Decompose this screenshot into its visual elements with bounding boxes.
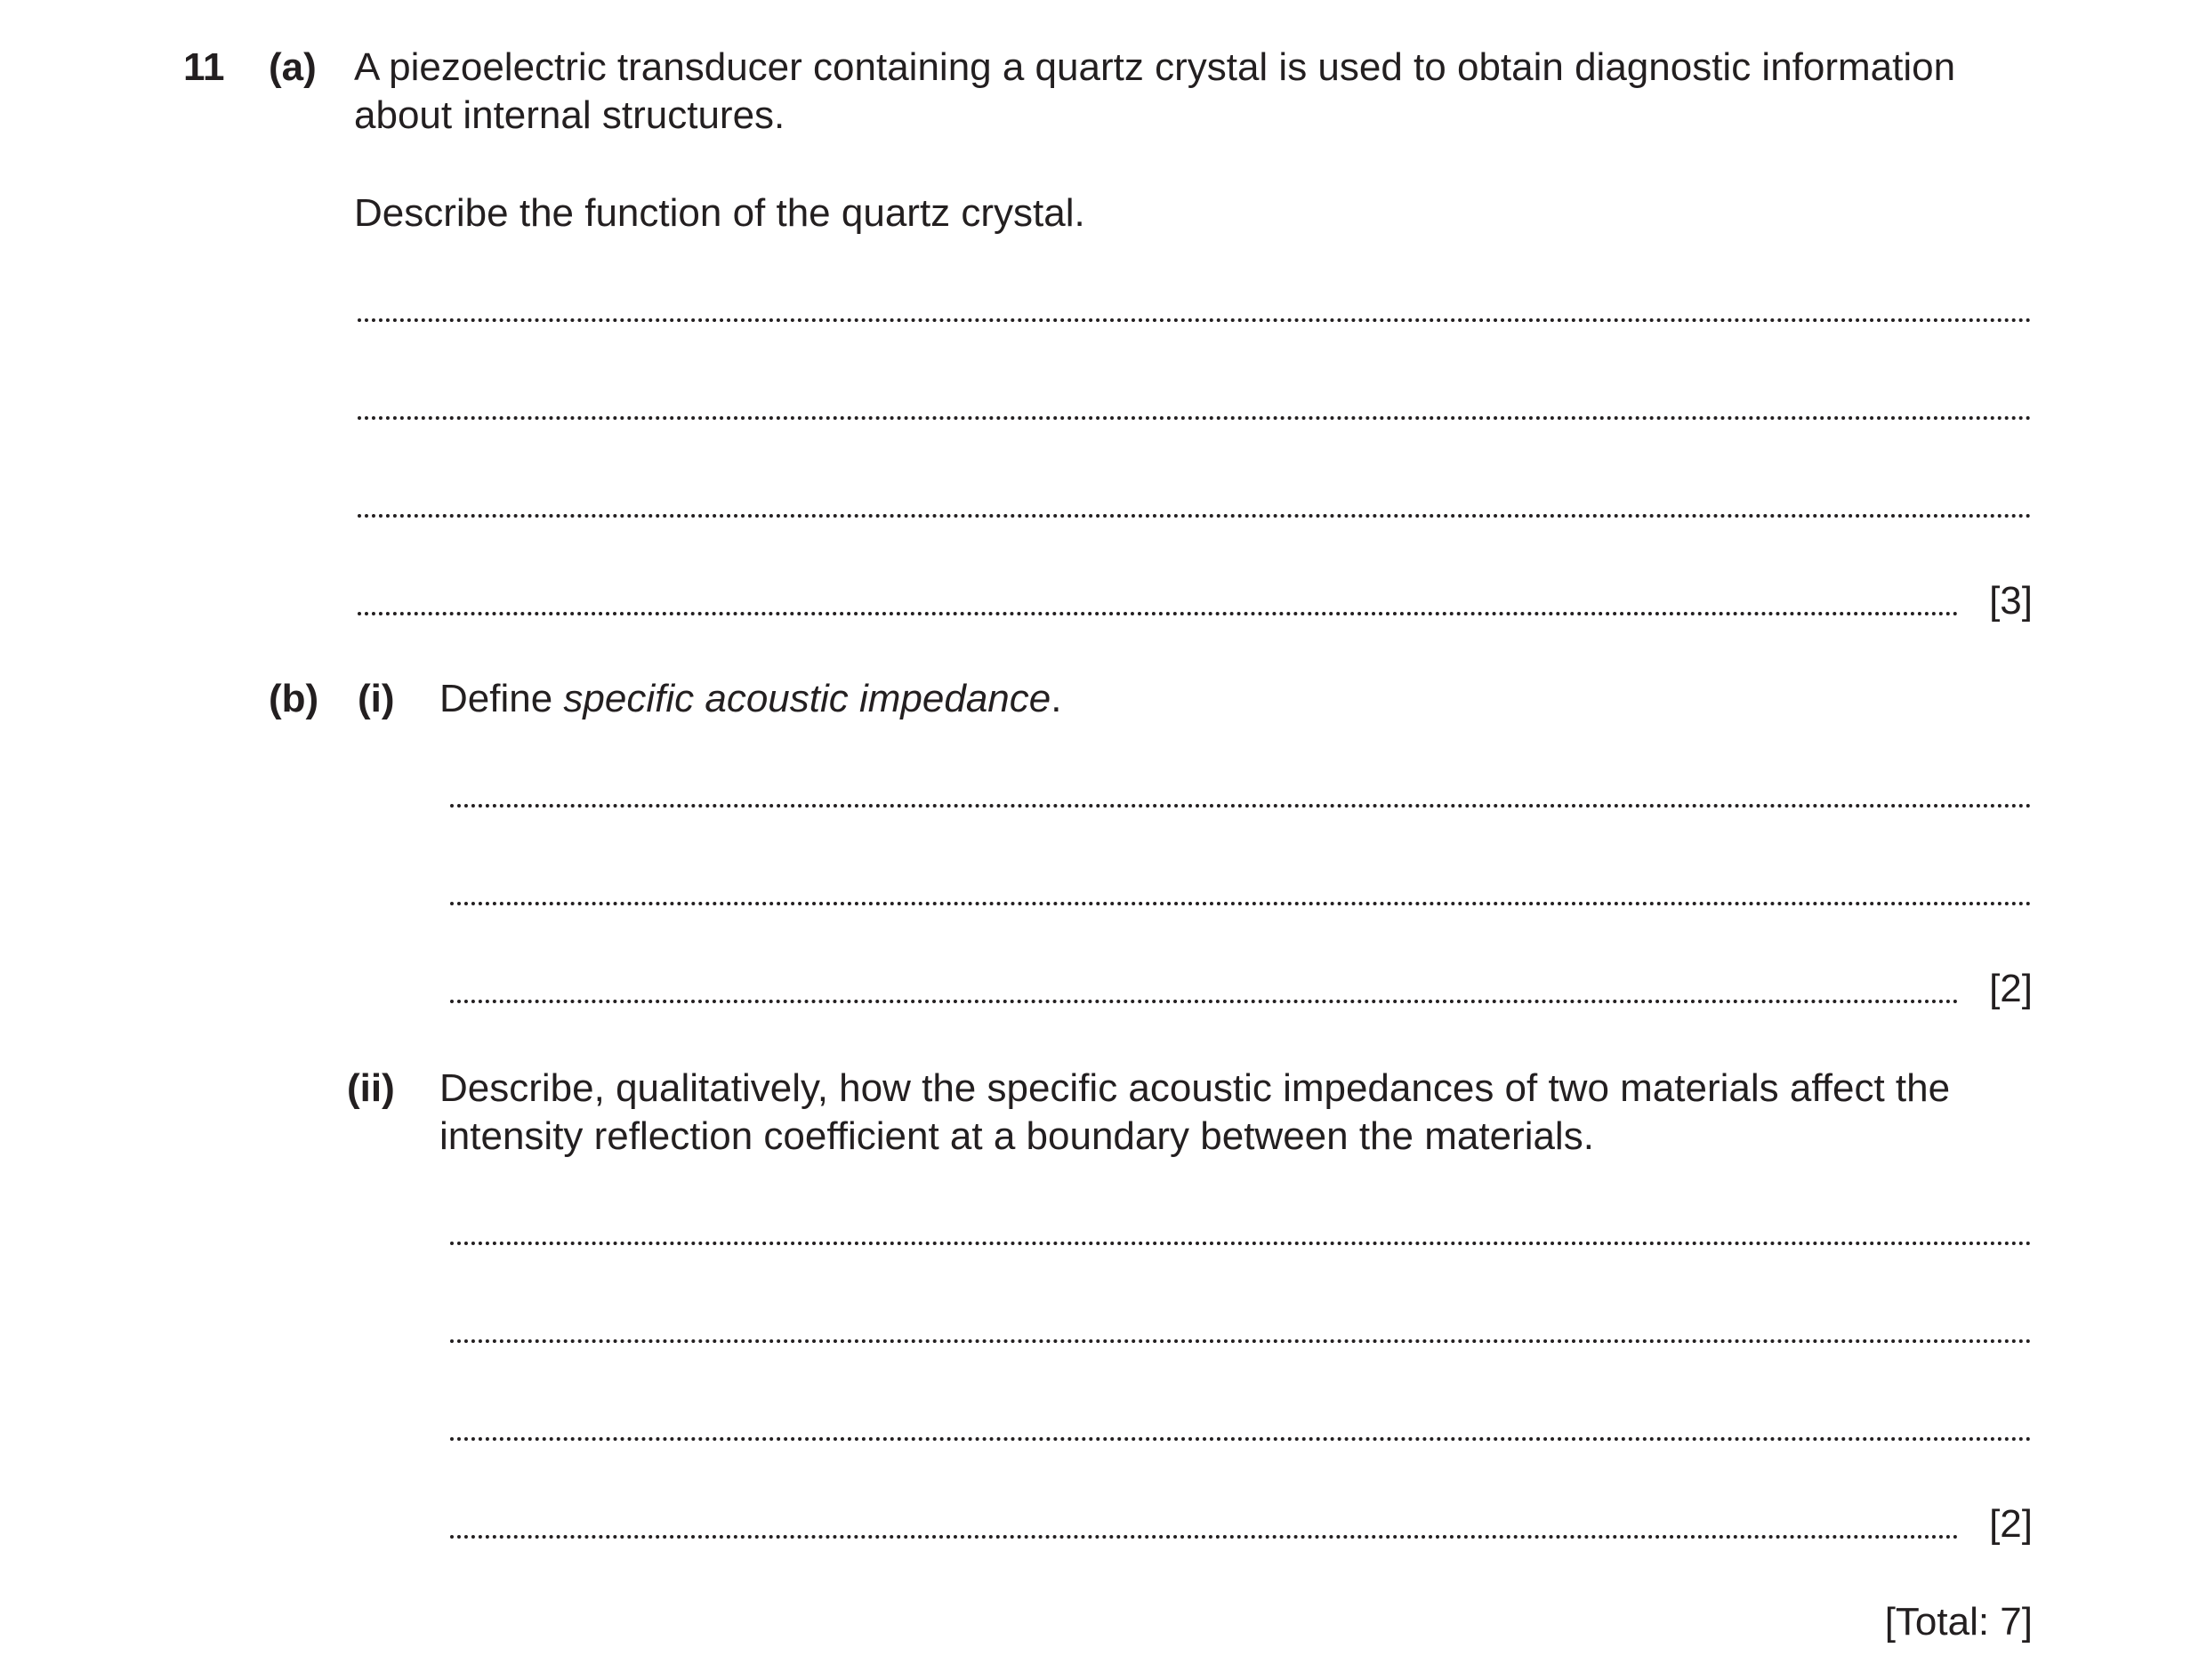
part-b-ii-label: (ii) xyxy=(347,1066,395,1110)
part-b-ii-prompt-line2: intensity reflection coefficient at a boundary between the materials. xyxy=(439,1114,1594,1158)
answer-line-b-ii-2[interactable] xyxy=(450,1339,2032,1343)
part-a-marks: [3] xyxy=(1989,579,2033,623)
part-a-stem-line1: A piezoelectric transducer containing a quartz crystal is used to obtain diagnostic information xyxy=(354,45,1956,89)
part-a-prompt: Describe the function of the quartz crystal. xyxy=(354,191,1085,235)
answer-line-a-2[interactable] xyxy=(358,416,2032,420)
part-b-i-label: (i) xyxy=(358,677,395,720)
answer-line-b-ii-4[interactable] xyxy=(450,1535,1959,1539)
part-b-i-prompt-term: specific acoustic impedance xyxy=(563,677,1051,720)
part-b-ii-prompt-line1: Describe, qualitatively, how the specific acoustic impedances of two materials affect the xyxy=(439,1066,1951,1110)
part-a-label: (a) xyxy=(269,45,317,89)
part-b-label: (b) xyxy=(269,677,319,720)
answer-line-b-i-3[interactable] xyxy=(450,1000,1959,1003)
question-number: 11 xyxy=(183,45,225,89)
answer-line-b-ii-3[interactable] xyxy=(450,1437,2032,1441)
total-marks: [Total: 7] xyxy=(1884,1600,2033,1644)
part-b-i-marks: [2] xyxy=(1989,967,2033,1010)
answer-line-a-3[interactable] xyxy=(358,514,2032,518)
answer-line-a-4[interactable] xyxy=(358,612,1959,615)
part-b-i-prompt-end: . xyxy=(1051,677,1062,720)
answer-line-a-1[interactable] xyxy=(358,318,2032,322)
answer-line-b-i-2[interactable] xyxy=(450,902,2032,905)
part-b-i-prompt xyxy=(439,674,1062,724)
part-a-stem-line2: about internal structures. xyxy=(354,93,785,137)
answer-line-b-i-1[interactable] xyxy=(450,804,2032,808)
part-b-i-prompt-start: Define xyxy=(439,677,564,720)
part-b-ii-marks: [2] xyxy=(1989,1502,2033,1546)
answer-line-b-ii-1[interactable] xyxy=(450,1242,2032,1245)
